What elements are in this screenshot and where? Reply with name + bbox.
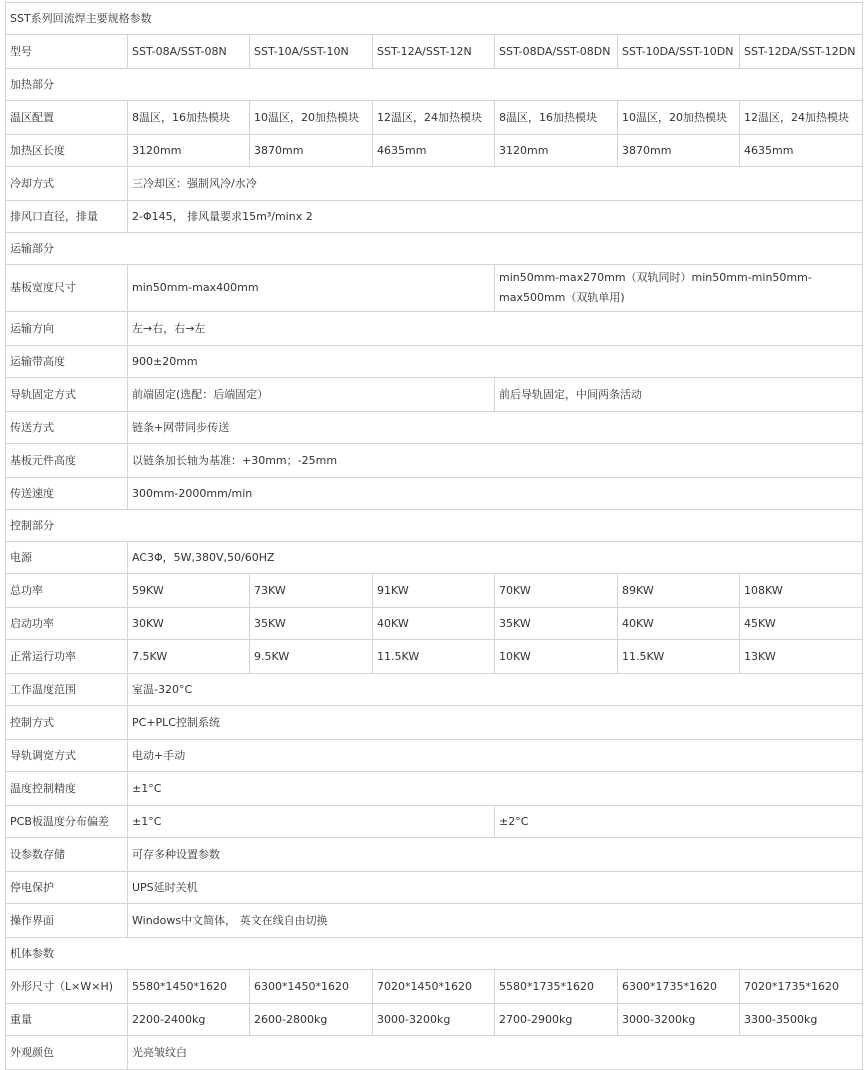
model-value-cell: 10温区，20加热模块 xyxy=(618,101,740,135)
section-header-row xyxy=(6,233,863,265)
dual-rail-value-cell: min50mm-max270mm（双轨同时）min50mm-min50mm-max500mm（双轨单用) xyxy=(495,265,863,312)
model-value-cell: 108KW xyxy=(740,574,863,608)
table-row xyxy=(6,806,863,838)
row-label: 操作界面 xyxy=(6,904,128,938)
shared-value-cell: UPS延时关机 xyxy=(128,872,863,904)
model-value-cell: 5580*1735*1620 xyxy=(495,970,618,1004)
row-label: 导轨固定方式 xyxy=(6,378,128,412)
model-value-cell: SST-12DA/SST-12DN xyxy=(740,35,863,69)
row-label: 导轨调宽方式 xyxy=(6,740,128,772)
model-value-cell: 3120mm xyxy=(128,135,250,167)
table-row xyxy=(6,574,863,608)
row-label: 工作温度范围 xyxy=(6,674,128,706)
row-label: 总功率 xyxy=(6,574,128,608)
shared-value-cell: 电动+手动 xyxy=(128,740,863,772)
model-value-cell: 13KW xyxy=(740,640,863,674)
model-value-cell: 12温区，24加热模块 xyxy=(740,101,863,135)
shared-value-cell: ±1°C xyxy=(128,772,863,806)
shared-value-cell: 链条+网带同步传送 xyxy=(128,412,863,444)
section-header-row xyxy=(6,510,863,542)
table-row xyxy=(6,265,863,312)
model-value-cell: 12温区，24加热模块 xyxy=(373,101,495,135)
model-value-cell: 7.5KW xyxy=(128,640,250,674)
model-value-cell: 10KW xyxy=(495,640,618,674)
model-value-cell: SST-12A/SST-12N xyxy=(373,35,495,69)
table-row xyxy=(6,167,863,201)
model-value-cell: 3120mm xyxy=(495,135,618,167)
table-row xyxy=(6,378,863,412)
model-value-cell: 40KW xyxy=(618,608,740,640)
section-header: 运输部分 xyxy=(6,233,863,265)
model-value-cell: SST-08DA/SST-08DN xyxy=(495,35,618,69)
table-row xyxy=(6,312,863,346)
row-label: 外观颜色 xyxy=(6,1036,128,1070)
shared-value-cell: PC+PLC控制系统 xyxy=(128,706,863,740)
row-label: PCB板温度分布偏差 xyxy=(6,806,128,838)
shared-value-cell: 三冷却区：强制风冷/水冷 xyxy=(128,167,863,201)
model-value-cell: 8温区，16加热模块 xyxy=(495,101,618,135)
section-header: 控制部分 xyxy=(6,510,863,542)
model-value-cell: 11.5KW xyxy=(618,640,740,674)
model-value-cell: 2700-2900kg xyxy=(495,1004,618,1036)
table-row xyxy=(6,346,863,378)
table-row xyxy=(6,35,863,69)
section-header-row xyxy=(6,69,863,101)
row-label: 正常运行功率 xyxy=(6,640,128,674)
row-label: 停电保护 xyxy=(6,872,128,904)
shared-value-cell: 光亮皱纹白 xyxy=(128,1036,863,1070)
dual-rail-value-cell: 前后导轨固定，中间两条活动 xyxy=(495,378,863,412)
model-value-cell: 3000-3200kg xyxy=(373,1004,495,1036)
row-label: 基板元件高度 xyxy=(6,444,128,478)
table-row xyxy=(6,838,863,872)
row-label: 外形尺寸（L×W×H) xyxy=(6,970,128,1004)
dual-rail-value-cell: ±2°C xyxy=(495,806,863,838)
row-label: 重量 xyxy=(6,1004,128,1036)
model-value-cell: SST-10DA/SST-10DN xyxy=(618,35,740,69)
model-value-cell: 6300*1735*1620 xyxy=(618,970,740,1004)
model-value-cell: 3870mm xyxy=(618,135,740,167)
row-label: 温区配置 xyxy=(6,101,128,135)
spec-table-container xyxy=(5,2,862,1070)
table-row xyxy=(6,478,863,510)
model-value-cell: 40KW xyxy=(373,608,495,640)
model-value-cell: 89KW xyxy=(618,574,740,608)
table-row xyxy=(6,872,863,904)
table-row xyxy=(6,542,863,574)
row-label: 传送速度 xyxy=(6,478,128,510)
row-label: 加热区长度 xyxy=(6,135,128,167)
table-row xyxy=(6,135,863,167)
model-value-cell: SST-08A/SST-08N xyxy=(128,35,250,69)
model-value-cell: 59KW xyxy=(128,574,250,608)
row-label: 型号 xyxy=(6,35,128,69)
row-label: 温度控制精度 xyxy=(6,772,128,806)
model-value-cell: 91KW xyxy=(373,574,495,608)
model-value-cell: SST-10A/SST-10N xyxy=(250,35,373,69)
model-value-cell: 5580*1450*1620 xyxy=(128,970,250,1004)
table-row xyxy=(6,970,863,1004)
row-label: 排风口直径，排量 xyxy=(6,201,128,233)
single-rail-value-cell: ±1°C xyxy=(128,806,495,838)
table-row xyxy=(6,706,863,740)
model-value-cell: 4635mm xyxy=(373,135,495,167)
table-row xyxy=(6,101,863,135)
row-label: 基板宽度尺寸 xyxy=(6,265,128,312)
single-rail-value-cell: min50mm-max400mm xyxy=(128,265,495,312)
table-row xyxy=(6,608,863,640)
model-value-cell: 35KW xyxy=(250,608,373,640)
table-row xyxy=(6,444,863,478)
shared-value-cell: 2-Φ145， 排风量要求15m³/minx 2 xyxy=(128,201,863,233)
section-header-row xyxy=(6,938,863,970)
shared-value-cell: Windows中文简体， 英文在线自由切换 xyxy=(128,904,863,938)
model-value-cell: 35KW xyxy=(495,608,618,640)
shared-value-cell: 900±20mm xyxy=(128,346,863,378)
shared-value-cell: 以链条加长轴为基准：+30mm；-25mm xyxy=(128,444,863,478)
row-label: 设参数存储 xyxy=(6,838,128,872)
model-value-cell: 8温区，16加热模块 xyxy=(128,101,250,135)
model-value-cell: 11.5KW xyxy=(373,640,495,674)
model-value-cell: 45KW xyxy=(740,608,863,640)
section-header: 机体参数 xyxy=(6,938,863,970)
spec-table xyxy=(5,2,863,1070)
table-row xyxy=(6,772,863,806)
row-label: 冷却方式 xyxy=(6,167,128,201)
row-label: 电源 xyxy=(6,542,128,574)
section-header: 加热部分 xyxy=(6,69,863,101)
model-value-cell: 3870mm xyxy=(250,135,373,167)
table-title: SST系列回流焊主要规格参数 xyxy=(6,3,863,35)
table-row xyxy=(6,1004,863,1036)
shared-value-cell: 300mm-2000mm/min xyxy=(128,478,863,510)
model-value-cell: 6300*1450*1620 xyxy=(250,970,373,1004)
model-value-cell: 2600-2800kg xyxy=(250,1004,373,1036)
model-value-cell: 9.5KW xyxy=(250,640,373,674)
table-row xyxy=(6,904,863,938)
shared-value-cell: 可存多种设置参数 xyxy=(128,838,863,872)
model-value-cell: 2200-2400kg xyxy=(128,1004,250,1036)
model-value-cell: 10温区，20加热模块 xyxy=(250,101,373,135)
row-label: 启动功率 xyxy=(6,608,128,640)
table-row xyxy=(6,412,863,444)
row-label: 控制方式 xyxy=(6,706,128,740)
model-value-cell: 7020*1450*1620 xyxy=(373,970,495,1004)
spec-table-body xyxy=(6,3,863,1070)
model-value-cell: 7020*1735*1620 xyxy=(740,970,863,1004)
table-title-row xyxy=(6,3,863,35)
row-label: 运输带高度 xyxy=(6,346,128,378)
table-row xyxy=(6,201,863,233)
model-value-cell: 3300-3500kg xyxy=(740,1004,863,1036)
model-value-cell: 73KW xyxy=(250,574,373,608)
table-row xyxy=(6,640,863,674)
row-label: 传送方式 xyxy=(6,412,128,444)
row-label: 运输方向 xyxy=(6,312,128,346)
table-row xyxy=(6,740,863,772)
table-row xyxy=(6,1036,863,1070)
single-rail-value-cell: 前端固定(选配：后端固定） xyxy=(128,378,495,412)
model-value-cell: 30KW xyxy=(128,608,250,640)
model-value-cell: 4635mm xyxy=(740,135,863,167)
model-value-cell: 3000-3200kg xyxy=(618,1004,740,1036)
shared-value-cell: AC3Φ，5W,380V,50/60HZ xyxy=(128,542,863,574)
shared-value-cell: 左→右，右→左 xyxy=(128,312,863,346)
model-value-cell: 70KW xyxy=(495,574,618,608)
shared-value-cell: 室温-320°C xyxy=(128,674,863,706)
table-row xyxy=(6,674,863,706)
